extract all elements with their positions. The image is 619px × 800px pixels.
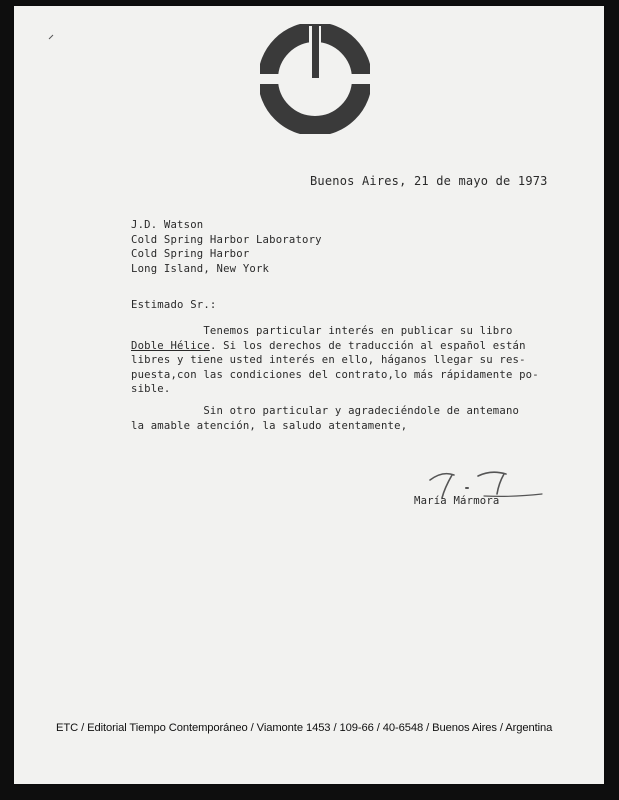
book-title: Doble Hélice	[131, 339, 210, 352]
letter-page	[14, 6, 604, 784]
body-line: Sin otro particular y agradeciéndole de antemano	[131, 405, 520, 417]
body-line: puesta,con las condiciones del contrato,lo más rápidamente po-	[131, 368, 539, 381]
paper-speck-icon	[48, 34, 54, 40]
body-line: sible.	[131, 383, 171, 395]
recipient-line: Cold Spring Harbor	[131, 248, 250, 260]
body-line: libres y tiene usted interés en ello, háganos llegar su res-	[131, 354, 526, 366]
letterhead-footer: ETC / Editorial Tiempo Contemporáneo / Viamonte 1453 / 109-66 / 40-6548 / Buenos Aires / Argentina	[56, 722, 553, 734]
body-line: Tenemos particular interés en publicar su libro	[131, 325, 513, 337]
body-line-rest: . Si los derechos de traducción al español están	[209, 339, 526, 352]
recipient-line: Cold Spring Harbor Laboratory	[131, 233, 322, 246]
body-line	[131, 339, 539, 354]
body-paragraph-1	[131, 324, 539, 397]
salutation: Estimado Sr.:	[131, 299, 217, 311]
body-line: la amable atención, la saludo atentamente,	[131, 419, 408, 432]
recipient-line: Long Island, New York	[131, 262, 270, 275]
recipient-address	[131, 218, 322, 276]
recipient-line: J.D. Watson	[131, 219, 204, 231]
publisher-logo	[260, 24, 370, 134]
body-paragraph-2	[131, 404, 519, 433]
signatory-name: María Mármora	[414, 495, 500, 507]
letter-date: Buenos Aires, 21 de mayo de 1973	[310, 174, 548, 188]
